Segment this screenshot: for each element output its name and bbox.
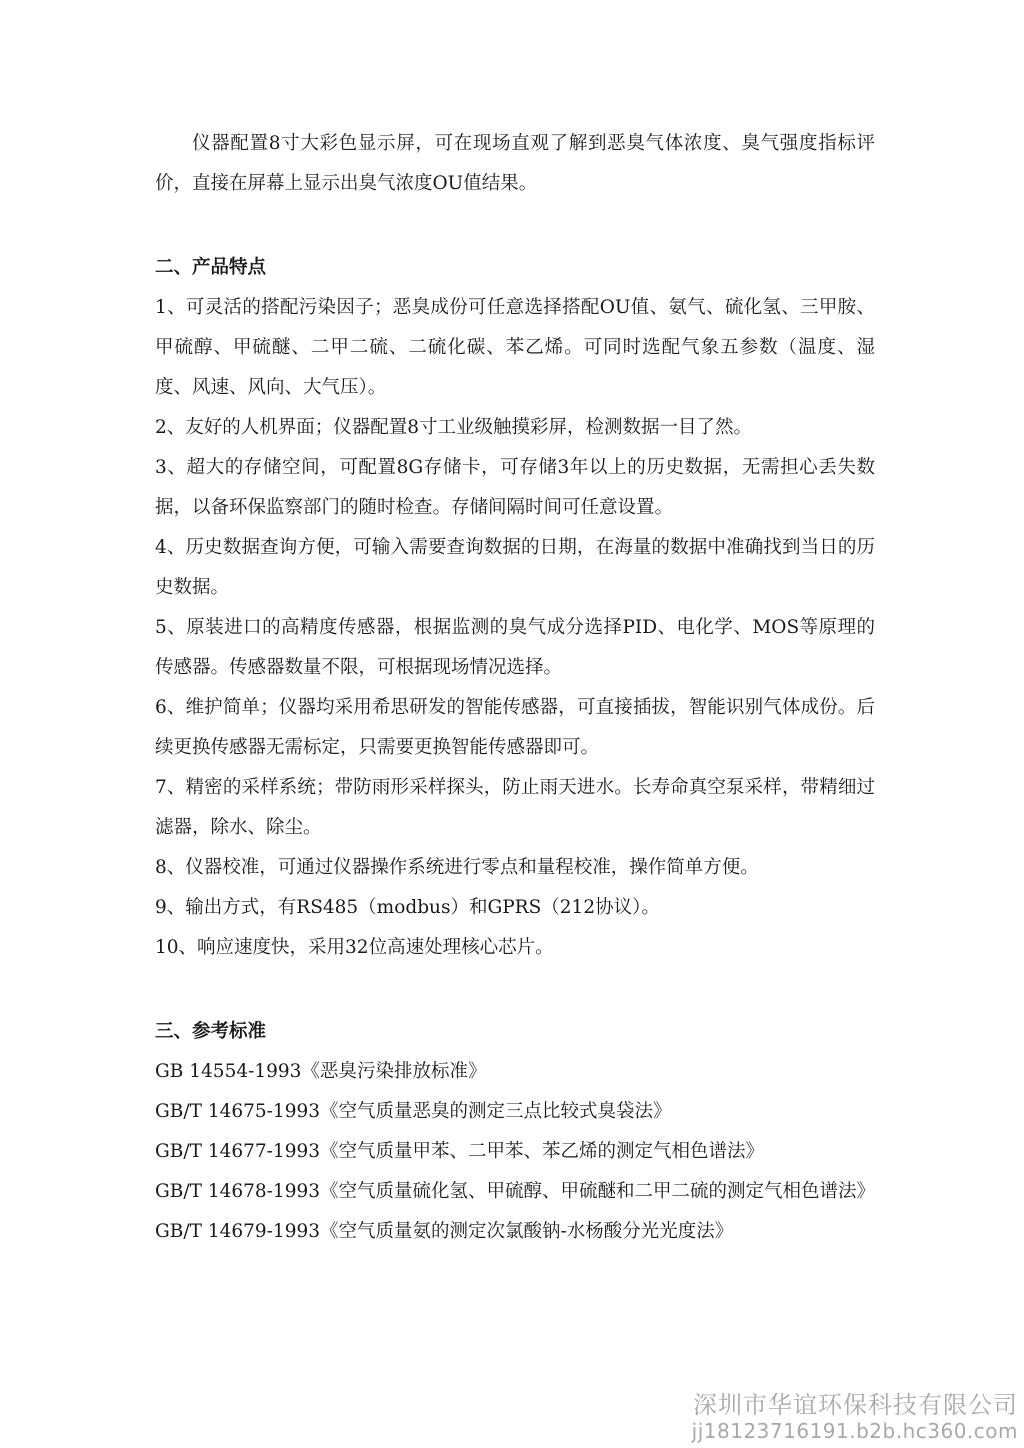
feature-item: 9、输出方式，有RS485（modbus）和GPRS（212协议）。 [155, 897, 660, 918]
feature-item: 10、响应速度快，采用32位高速处理核心芯片。 [155, 937, 554, 958]
watermark-url: jj18123716191.b2b.hc360.com [691, 1419, 1018, 1443]
standards-list [155, 1052, 875, 1252]
feature-item: 6、维护简单；仪器均采用希思研发的智能传感器，可直接插拔，智能识别气体成份。后续更换传感器无需标定，只需要更换智能传感器即可。 [155, 697, 875, 758]
section-gap [155, 968, 875, 1012]
standards-heading: 三、参考标准 [155, 1021, 267, 1042]
feature-item: 8、仪器校准，可通过仪器操作系统进行零点和量程校准，操作简单方便。 [155, 857, 759, 878]
standard-item: GB/T 14675-1993《空气质量恶臭的测定三点比较式臭袋法》 [155, 1101, 672, 1122]
standard-item: GB/T 14677-1993《空气质量甲苯、二甲苯、苯乙烯的测定气相色谱法》 [155, 1141, 765, 1162]
feature-item: 5、原装进口的高精度传感器，根据监测的臭气成分选择PID、电化学、MOS等原理的传感器。传感器数量不限，可根据现场情况选择。 [155, 617, 875, 678]
feature-item: 7、精密的采样系统；带防雨形采样探头，防止雨天进水。长寿命真空泵采样，带精细过滤器，除水、除尘。 [155, 777, 875, 838]
feature-item: 3、超大的存储空间，可配置8G存储卡，可存储3年以上的历史数据，无需担心丢失数据，以备环保监察部门的随时检查。存储间隔时间可任意设置。 [155, 457, 875, 518]
document-body [155, 124, 875, 1252]
features-list [155, 288, 875, 968]
section-gap [155, 204, 875, 248]
features-heading: 二、产品特点 [155, 257, 267, 278]
standard-item: GB 14554-1993《恶臭污染排放标准》 [155, 1061, 487, 1082]
watermark [692, 1392, 1018, 1444]
feature-item: 4、历史数据查询方便，可输入需要查询数据的日期，在海量的数据中准确找到当日的历史数据。 [155, 537, 875, 598]
feature-item: 1、可灵活的搭配污染因子；恶臭成份可任意选择搭配OU值、氨气、硫化氢、三甲胺、甲硫醇、甲硫醚、二甲二硫、二硫化碳、苯乙烯。可同时选配气象五参数（温度、湿度、风速、风向、大气压）。 [155, 297, 875, 398]
watermark-company: 深圳市华谊环保科技有限公司 [693, 1391, 1018, 1419]
standard-item: GB/T 14679-1993《空气质量氨的测定次氯酸钠-水杨酸分光光度法》 [155, 1221, 734, 1242]
feature-item: 2、友好的人机界面；仪器配置8寸工业级触摸彩屏，检测数据一目了然。 [155, 417, 753, 438]
intro-paragraph: 仪器配置8寸大彩色显示屏，可在现场直观了解到恶臭气体浓度、臭气强度指标评价，直接在屏幕上显示出臭气浓度OU值结果。 [155, 133, 875, 194]
standard-item: GB/T 14678-1993《空气质量硫化氢、甲硫醇、甲硫醚和二甲二硫的测定气相色谱法》 [155, 1181, 876, 1202]
